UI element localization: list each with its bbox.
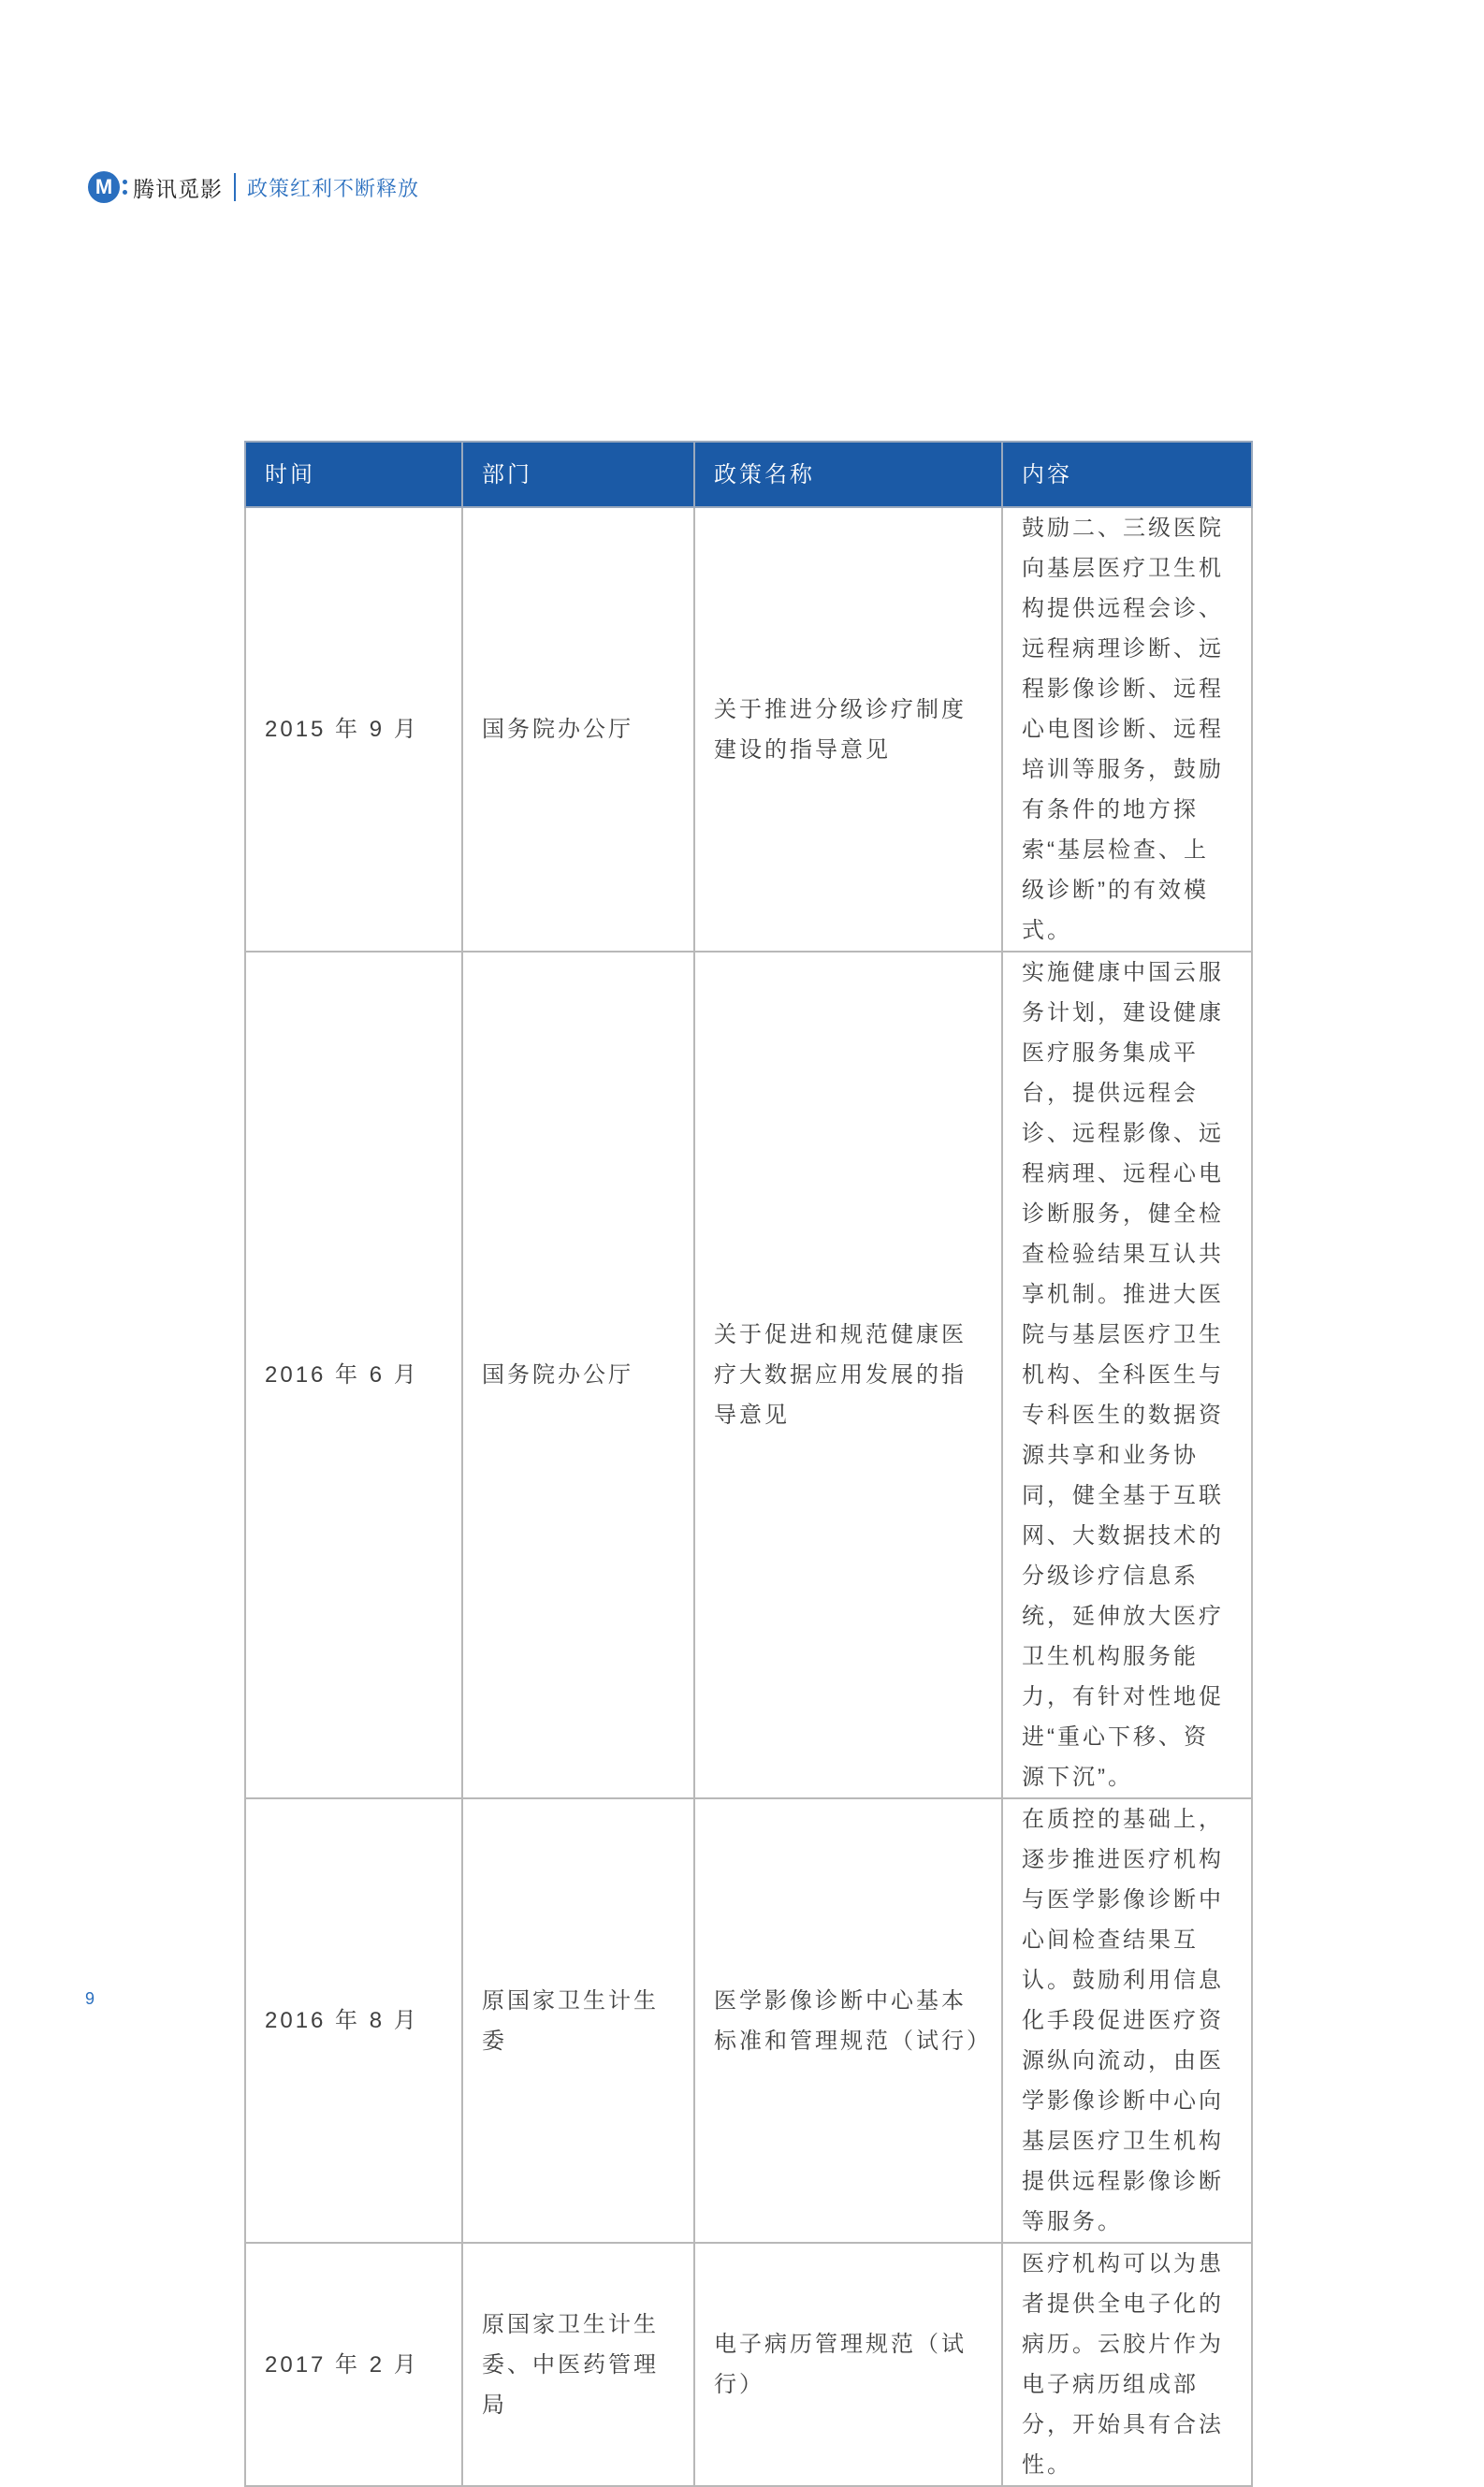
cell-department: 国务院办公厅 [462, 507, 694, 952]
cell-time: 2016 年 6 月 [245, 952, 462, 1798]
brand-name: 腾讯觅影 [133, 176, 223, 201]
column-header-department: 部门 [462, 442, 694, 507]
cell-time: 2017 年 2 月 [245, 2243, 462, 2486]
table-row [245, 1798, 1252, 2243]
section-title: 政策红利不断释放 [247, 176, 420, 200]
cell-content: 实施健康中国云服务计划，建设健康医疗服务集成平台，提供远程会诊、远程影像、远程病理、远程心电诊断服务，健全检查检验结果互认共享机制。推进大医院与基层医疗卫生机构、全科医生与专科医生的数据资源共享和业务协同，健全基于互联网、大数据技术的分级诊疗信息系统，延伸放大医疗卫生机构服务能力，有针对性地促进“重心下移、资源下沉”。 [1002, 952, 1252, 1798]
cell-content: 医疗机构可以为患者提供全电子化的病历。云胶片作为电子病历组成部分，开始具有合法性。 [1002, 2243, 1252, 2486]
cell-department: 原国家卫生计生委、中医药管理局 [462, 2243, 694, 2486]
page-number: 9 [85, 1989, 95, 2008]
column-header-policy: 政策名称 [694, 442, 1002, 507]
header-divider [234, 173, 236, 201]
cell-time: 2015 年 9 月 [245, 507, 462, 952]
table-row [245, 507, 1252, 952]
table-header-row [245, 442, 1252, 507]
logo-letter: M [95, 175, 113, 198]
policy-table [244, 441, 1253, 2487]
cell-department: 国务院办公厅 [462, 952, 694, 1798]
cell-policy: 关于推进分级诊疗制度建设的指导意见 [694, 507, 1002, 952]
column-header-time: 时间 [245, 442, 462, 507]
table-row [245, 2243, 1252, 2486]
page-header [88, 170, 419, 204]
cell-policy: 医学影像诊断中心基本标准和管理规范（试行） [694, 1798, 1002, 2243]
column-header-content: 内容 [1002, 442, 1252, 507]
table-row [245, 952, 1252, 1798]
cell-policy: 电子病历管理规范（试行） [694, 2243, 1002, 2486]
cell-policy: 关于促进和规范健康医疗大数据应用发展的指导意见 [694, 952, 1002, 1798]
cell-content: 在质控的基础上，逐步推进医疗机构与医学影像诊断中心间检查结果互认。鼓励利用信息化手段促进医疗资源纵向流动，由医学影像诊断中心向基层医疗卫生机构提供远程影像诊断等服务。 [1002, 1798, 1252, 2243]
cell-time: 2016 年 8 月 [245, 1798, 462, 2243]
tencent-miying-logo-icon [88, 171, 120, 203]
cell-department: 原国家卫生计生委 [462, 1798, 694, 2243]
cell-content: 鼓励二、三级医院向基层医疗卫生机构提供远程会诊、远程病理诊断、远程影像诊断、远程心电图诊断、远程培训等服务，鼓励有条件的地方探索“基层检查、上级诊断”的有效模式。 [1002, 507, 1252, 952]
